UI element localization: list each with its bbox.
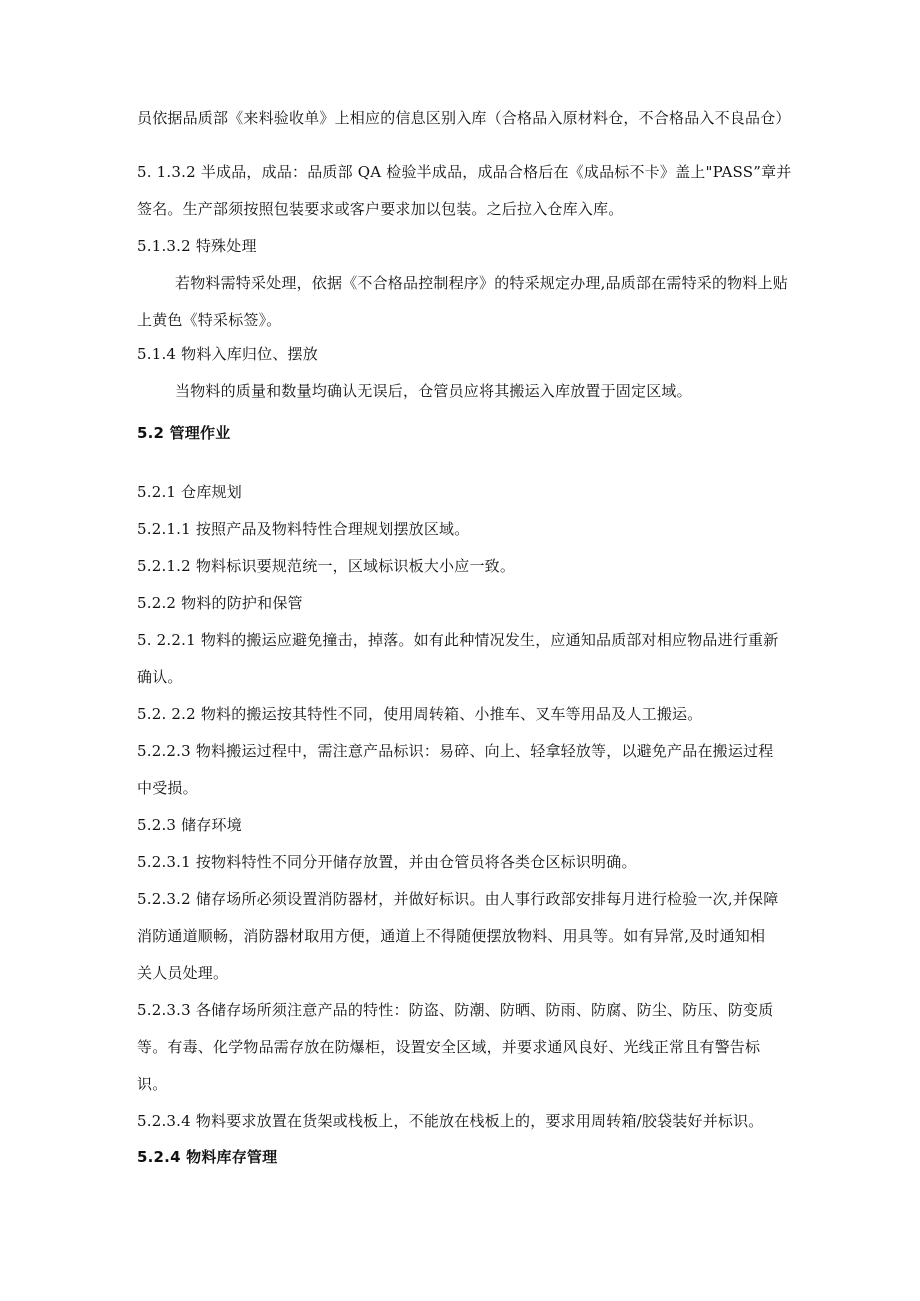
text-line: 等。有毒、化学物品需存放在防爆柜，设置安全区域，并要求通风良好、光线正常且有警告标	[137, 1038, 761, 1056]
text-line: 5.2.3.1 按物料特性不同分开储存放置，并由仓管员将各类仓区标识明确。	[137, 853, 637, 871]
text-line: 5.2.3.2 储存场所必须设置消防器材，并做好标识。由人事行政部安排每月进行检验一次,并保障	[137, 890, 779, 908]
section-title: 5.2.1 仓库规划	[137, 483, 242, 501]
text-line: 5. 2.2.1 物料的搬运应避免撞击，掉落。如有此种情况发生，应通知品质部对相应物品进行重新	[137, 631, 779, 649]
text-line: 消防通道顺畅，消防器材取用方便，通道上不得随便摆放物料、用具等。如有异常,及时通知相	[137, 927, 766, 945]
section-heading: 5.2 管理作业	[137, 424, 231, 442]
text-line: 5.2.3.4 物料要求放置在货架或栈板上，不能放在栈板上的，要求用周转箱/胶袋装好并标识。	[137, 1112, 764, 1130]
text-line: 5.2.3.3 各储存场所须注意产品的特性：防盗、防潮、防晒、防雨、防腐、防尘、防压、防变质	[137, 1001, 774, 1019]
text-line: 中受损。	[137, 779, 198, 797]
text-line: 5.2.1.2 物料标识要规范统一，区域标识板大小应一致。	[137, 557, 516, 575]
text-line: 若物料需特采处理，依据《不合格品控制程序》的特采规定办理,品质部在需特采的物料上贴	[175, 274, 788, 292]
text-line: 5.2. 2.2 物料的搬运按其特性不同，使用周转箱、小推车、叉车等用品及人工搬运。	[137, 705, 703, 723]
text-line: 5. 1.3.2 半成品，成品：品质部 QA 检验半成品，成品合格后在《成品标不卡》盖上"PASS”章并	[137, 163, 792, 181]
section-title: 5.1.3.2 特殊处理	[137, 237, 257, 255]
text-line: 员依据品质部《来料验收单》上相应的信息区别入库（合格品入原材料仓，不合格品入不良品仓）	[137, 109, 791, 127]
section-title: 5.1.4 物料入库归位、摆放	[137, 345, 318, 363]
text-line: 上黄色《特采标签》。	[137, 311, 282, 329]
section-title: 5.2.2 物料的防护和保管	[137, 594, 303, 612]
text-line: 5.2.2.3 物料搬运过程中，需注意产品标识：易碎、向上、轻拿轻放等，以避免产品在搬运过程	[137, 742, 774, 760]
text-line: 识。	[137, 1075, 168, 1093]
text-line: 当物料的质量和数量均确认无误后，仓管员应将其搬运入库放置于固定区域。	[175, 382, 692, 400]
text-line: 5.2.1.1 按照产品及物料特性合理规划摆放区域。	[137, 520, 470, 538]
text-line: 关人员处理。	[137, 964, 229, 982]
text-line: 确认。	[137, 668, 183, 686]
section-title: 5.2.3 储存环境	[137, 816, 242, 834]
text-line: 签名。生产部须按照包装要求或客户要求加以包装。之后拉入仓库入库。	[137, 200, 624, 218]
section-heading: 5.2.4 物料库存管理	[137, 1148, 278, 1166]
